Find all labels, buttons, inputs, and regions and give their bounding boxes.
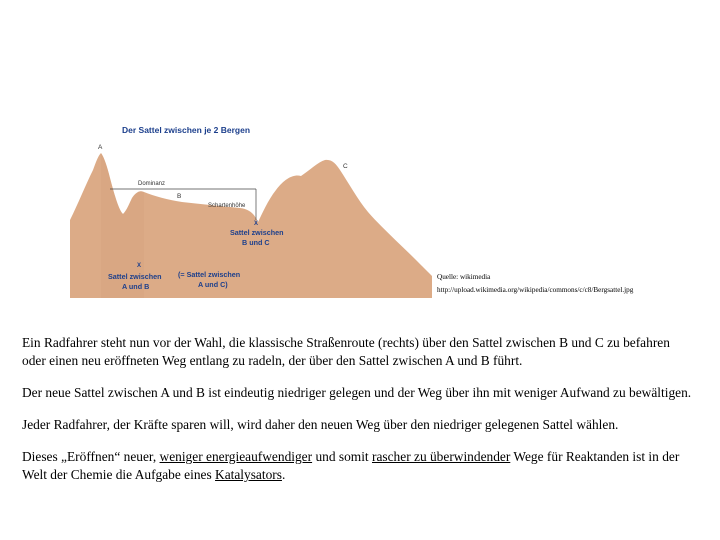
dominanz-label: Dominanz: [138, 181, 166, 187]
paragraph-catalyst: [22, 448, 692, 484]
saddle-ab-label-line1: Sattel zwischen: [108, 272, 162, 281]
image-source-caption: [437, 271, 677, 297]
link-faster[interactable]: rascher zu überwindender: [372, 449, 511, 464]
link-catalyst[interactable]: Katalysators: [215, 467, 282, 482]
catalyst-text-4: .: [281, 467, 286, 482]
paragraph-choice: Ein Radfahrer steht nun vor der Wahl, die klassische Straßenroute (rechts) über den Sattel zwischen B und C zu befahren oder einen neu eröffneten Weg entlang zu radeln, der über den Sattel zwischen A und B führt.: [22, 335, 670, 368]
paragraph-lower-saddle: Der neue Sattel zwischen A und B ist eindeutig niedriger gelegen und der Weg über ihn mit weniger Aufwand zu bewältigen.: [22, 385, 692, 400]
saddle-ac-label-line2: A und C): [198, 280, 228, 289]
saddle-ab-mark: X: [137, 263, 142, 269]
text-body: [22, 334, 692, 484]
mountain-saddle-diagram: [70, 112, 432, 298]
saddle-bc-mark: X: [254, 221, 259, 227]
saddle-bc-label-line1: Sattel zwischen: [230, 228, 284, 237]
schartenhoehe-label: Schartenhöhe: [208, 203, 246, 209]
saddle-bc-label-line2: B und C: [242, 238, 270, 247]
peak-c-label: C: [343, 163, 348, 170]
peak-a-label: A: [98, 144, 103, 151]
source-url: http://upload.wikimedia.org/wikipedia/commons/c/c8/Bergsattel.jpg: [437, 286, 634, 294]
peak-b-label: B: [177, 193, 182, 200]
catalyst-text-1: Dieses „Eröffnen“ neuer,: [22, 449, 160, 464]
catalyst-text-3: Wege für Reaktanden ist in der Welt der Chemie die Aufgabe eines: [22, 449, 680, 482]
link-less-energy[interactable]: weniger energieaufwendiger: [159, 449, 313, 464]
catalyst-text-2: und somit: [312, 449, 372, 464]
diagram-title: Der Sattel zwischen je 2 Bergen: [122, 125, 251, 135]
saddle-ac-label-line1: (= Sattel zwischen: [178, 270, 241, 279]
source-label: Quelle: wikimedia: [437, 273, 491, 281]
saddle-ab-label-line2: A und B: [122, 282, 150, 291]
paragraph-saving-energy: Jeder Radfahrer, der Kräfte sparen will, wird daher den neuen Weg über den niedriger gelegenen Sattel wählen.: [22, 417, 619, 432]
